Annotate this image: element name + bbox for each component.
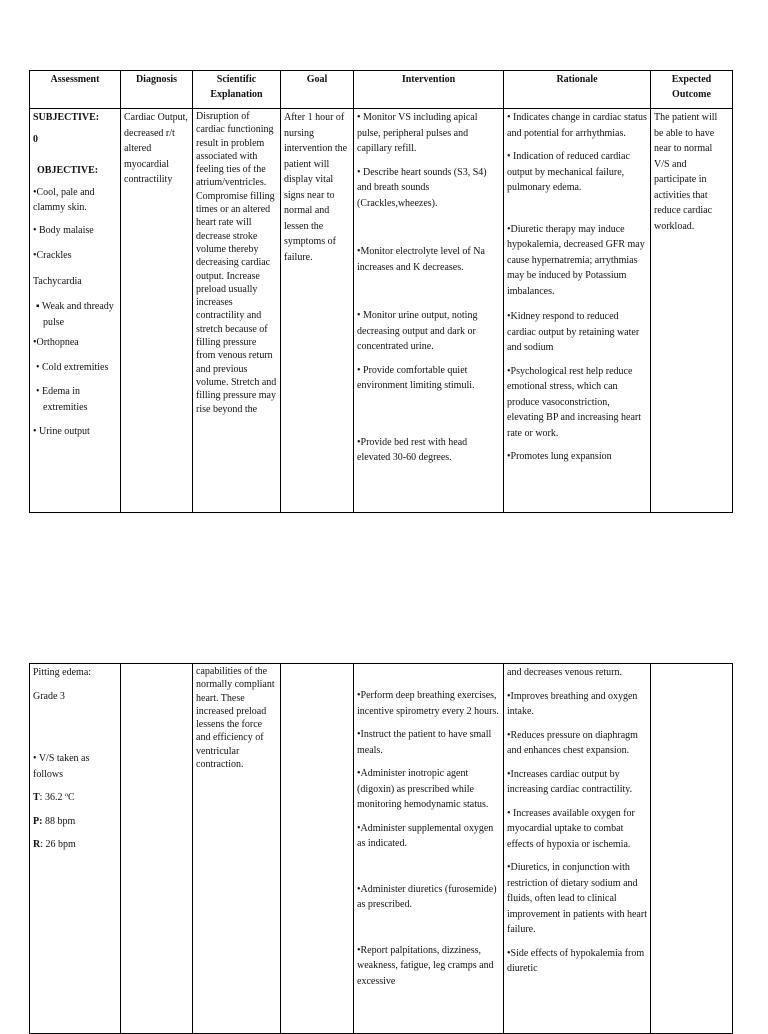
vital-label: P: — [33, 815, 43, 827]
header-scientific-explanation: Scientific Explanation — [193, 71, 281, 109]
header-assessment: Assessment — [30, 71, 121, 109]
intervention-item: •Perform deep breathing exercises, incentive spirometry every 2 hours. — [357, 690, 499, 717]
content-row — [30, 664, 733, 1034]
vital-sign-respiration — [33, 837, 117, 853]
rationale-item: • Increases available oxygen for myocardial uptake to combat effects of hypoxia or ischemia. — [507, 807, 635, 850]
header-diagnosis: Diagnosis — [121, 71, 193, 109]
expected-outcome-cell — [651, 664, 733, 1034]
rationale-continued: and decreases venous return. — [507, 667, 622, 678]
rationale-item: •Diuretics, in conjunction with restriction of dietary sodium and fluids, often lead to clinical improvement in patients with heart failure. — [507, 862, 647, 935]
intervention-item: •Administer diuretics (furosemide) as prescribed. — [357, 883, 497, 910]
assessment-item: • Body malaise — [33, 224, 94, 236]
objective-label: OBJECTIVE: — [37, 165, 99, 176]
vital-label: R — [33, 839, 41, 850]
rationale-cell — [504, 109, 651, 513]
pitting-edema-grade: Grade 3 — [33, 690, 65, 702]
intervention-cell — [354, 109, 504, 513]
rationale-item: •Promotes lung expansion — [507, 451, 612, 462]
rationale-item: •Diuretic therapy may induce hypokalemia, decreased GFR may cause hypernatremia; arrythmias may be induced by Potassium imbalances. — [507, 223, 645, 297]
header-rationale: Rationale — [504, 71, 651, 109]
header-goal: Goal — [281, 71, 354, 109]
assessment-item: • Edema in extremities — [36, 386, 88, 413]
pitting-edema-label: Pitting edema: — [33, 667, 92, 678]
header-intervention: Intervention — [354, 71, 504, 109]
intervention-item: •Monitor electrolyte level of Na increases and K decreases. — [357, 246, 485, 273]
rationale-item: • Indicates change in cardiac status and potential for arrhythmias. — [507, 112, 647, 139]
intervention-item: •Instruct the patient to have small meals. — [357, 729, 492, 756]
assessment-item: ▪ Weak and thready pulse — [36, 301, 114, 328]
expected-outcome-cell — [651, 109, 733, 513]
assessment-item: • Cold extremities — [36, 361, 109, 373]
vital-signs-intro: • V/S taken as follows — [33, 753, 90, 780]
assessment-item: •Cool, pale and clammy skin. — [33, 186, 95, 213]
expected-outcome-text: The patient will be able to have near to normal V/S and participate in activities that reduce cardiac workload. — [654, 112, 718, 232]
goal-cell — [281, 109, 354, 513]
scientific-explanation-text: capabilities of the normally compliant heart. These increased preload lessens the force and efficiency of ventricular contraction. — [196, 666, 275, 771]
assessment-item: •Crackles — [33, 250, 72, 261]
diagnosis-text: Cardiac Output, decreased r/t altered myocardial contractility — [124, 112, 188, 185]
care-plan-table-page-1 — [29, 70, 733, 513]
assessment-item: Tachycardia — [33, 275, 82, 287]
diagnosis-cell — [121, 109, 193, 513]
content-row — [30, 109, 733, 513]
goal-cell — [281, 664, 354, 1034]
vital-value: 88 bpm — [42, 815, 76, 827]
assessment-cell — [30, 109, 121, 513]
scientific-explanation-cell — [193, 109, 281, 513]
intervention-cell — [354, 664, 504, 1034]
care-plan-table-page-2 — [29, 663, 733, 1034]
assessment-cell — [30, 664, 121, 1034]
vital-value: : 36.2 ºC — [39, 792, 75, 803]
goal-text: After 1 hour of nursing intervention the patient will display vital signs near to normal and lessen the symptoms of failure. — [284, 112, 348, 263]
intervention-item: • Monitor urine output, noting decreasing output and dark or concentrated urine. — [357, 310, 478, 352]
vital-label: T — [33, 792, 40, 803]
rationale-item: •Side effects of hypokalemia from diuretic — [507, 947, 645, 974]
intervention-item: •Administer inotropic agent (digoxin) as prescribed while monitoring hemodynamic status. — [357, 768, 489, 810]
rationale-item: •Improves breathing and oxygen intake. — [507, 690, 638, 717]
scientific-explanation-text: Disruption of cardiac functioning result in problem associated with feeling ties of the atrium/ventricles. Compromise filling times or an altered heart rate will decrease stroke volume thereby decreasing cardiac output. Increase preload usually increases contractility and stretch because of filling pressure from venous return and previous volume. Stretch and filling pressure may rise beyond the — [196, 111, 277, 415]
intervention-item: •Provide bed rest with head elevated 30-60 degrees. — [357, 436, 468, 463]
rationale-item: •Kidney respond to reduced cardiac output by retaining water and sodium — [507, 311, 640, 353]
intervention-item: •Administer supplemental oxygen as indicated. — [357, 822, 494, 849]
header-row — [30, 71, 733, 109]
intervention-item: • Provide comfortable quiet environment limiting stimuli. — [357, 364, 475, 391]
intervention-item: •Report palpitations, dizziness, weakness, fatigue, leg cramps and excessive — [357, 944, 494, 987]
assessment-item: • Urine output — [33, 426, 90, 437]
subjective-value: 0 — [33, 133, 38, 145]
scientific-explanation-cell — [193, 664, 281, 1034]
rationale-item: •Reduces pressure on diaphragm and enhances chest expansion. — [507, 729, 638, 756]
vital-sign-temperature — [33, 790, 117, 806]
vital-sign-pulse — [33, 814, 117, 830]
rationale-item: •Psychological rest help reduce emotional stress, which can produce vasoconstriction, elevating BP and increasing heart rate or work. — [507, 365, 642, 439]
intervention-item: • Monitor VS including apical pulse, peripheral pulses and capillary refill. — [357, 112, 478, 154]
subjective-label: SUBJECTIVE: — [33, 112, 100, 123]
assessment-item: •Orthopnea — [33, 337, 79, 348]
vital-value: : 26 bpm — [40, 839, 76, 850]
rationale-item: • Indication of reduced cardiac output by mechanical failure, pulmonary edema. — [507, 151, 630, 193]
intervention-item: • Describe heart sounds (S3, S4) and breath sounds (Crackles,wheezes). — [357, 166, 487, 209]
rationale-cell — [504, 664, 651, 1034]
rationale-item: •Increases cardiac output by increasing cardiac contractility. — [507, 768, 633, 795]
diagnosis-cell — [121, 664, 193, 1034]
header-expected-outcome: Expected Outcome — [651, 71, 733, 109]
